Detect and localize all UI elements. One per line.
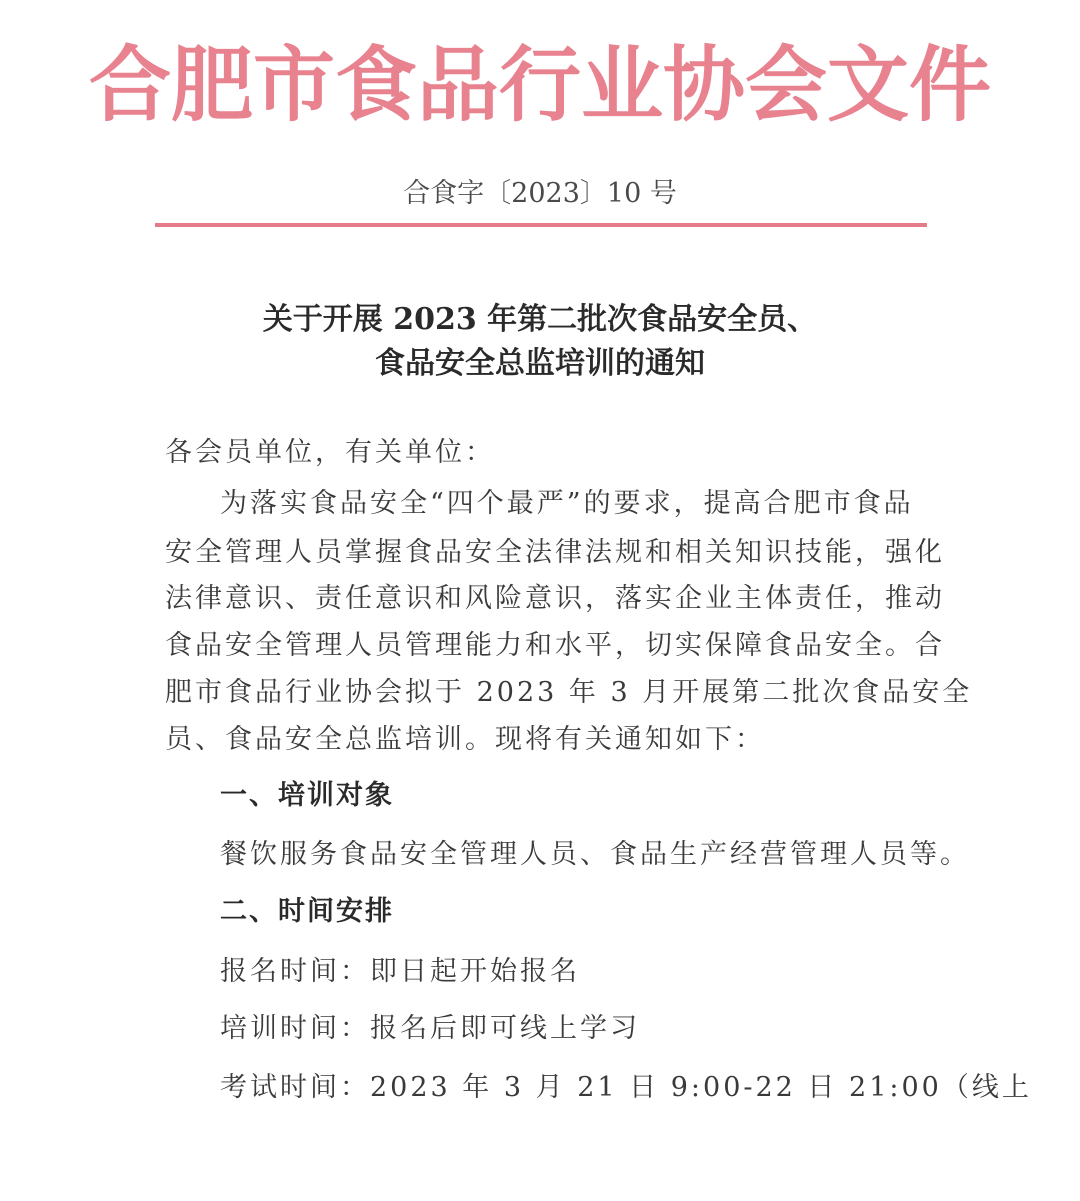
- schedule-item-training: 培训时间：报名后即可线上学习: [220, 1013, 640, 1044]
- salutation: 各会员单位，有关单位：: [165, 437, 495, 468]
- intro-line: 肥市食品行业协会拟于 2023 年 3 月开展第二批次食品安全: [165, 677, 973, 708]
- intro-line: 员、食品安全总监培训。现将有关通知如下：: [165, 724, 765, 755]
- schedule-item-registration: 报名时间：即日起开始报名: [220, 956, 580, 987]
- section-heading-training-target: 一、培训对象: [220, 780, 394, 811]
- intro-line: 食品安全管理人员管理能力和水平，切实保障食品安全。合: [165, 630, 945, 661]
- notice-title-line-2: 食品安全总监培训的通知: [375, 346, 705, 381]
- notice-title-line-1: 关于开展 2023 年第二批次食品安全员、: [262, 302, 818, 337]
- intro-line: 安全管理人员掌握食品安全法律法规和相关知识技能，强化: [165, 537, 945, 568]
- training-target-text: 餐饮服务食品安全管理人员、食品生产经营管理人员等。: [220, 839, 970, 870]
- section-heading-schedule: 二、时间安排: [220, 896, 394, 927]
- intro-line: 法律意识、责任意识和风险意识，落实企业主体责任，推动: [165, 583, 945, 614]
- schedule-item-exam: 考试时间：2023 年 3 月 21 日 9:00-22 日 21:00（线上: [220, 1072, 1032, 1103]
- red-divider-line: [155, 223, 927, 227]
- masthead-title: 合肥市食品行业协会文件: [88, 38, 991, 133]
- intro-line: 为落实食品安全“四个最严”的要求，提高合肥市食品: [220, 488, 914, 519]
- document-number: 合食字〔2023〕10 号: [403, 178, 677, 209]
